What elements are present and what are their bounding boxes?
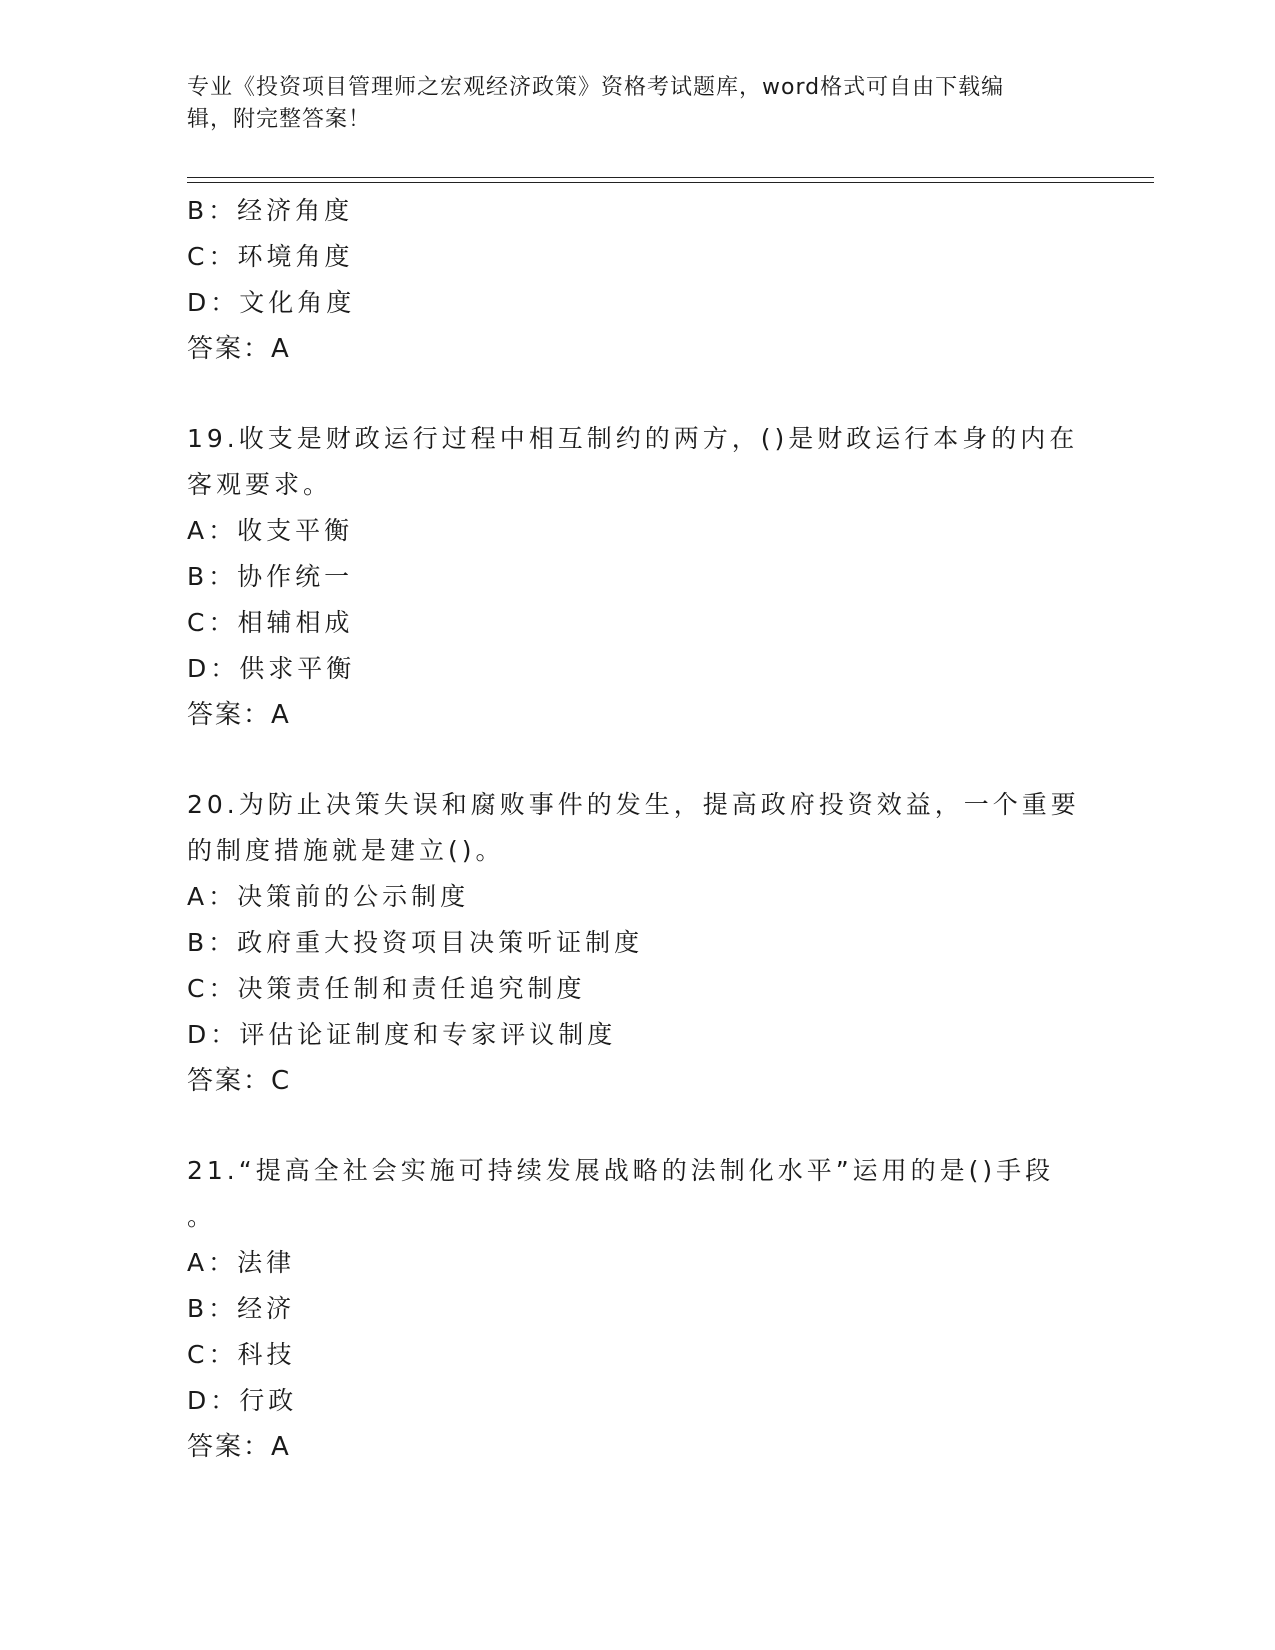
answer-line: 答案：C — [187, 1066, 292, 1096]
answer-line: 答案：A — [187, 1432, 291, 1462]
option-b: B：经济 — [187, 1294, 296, 1323]
option-c: C：决策责任制和责任追究制度 — [187, 974, 586, 1003]
option-a: A：收支平衡 — [187, 516, 354, 545]
prev-question-block — [187, 188, 1087, 372]
question-stem-line: 20.为防止决策失误和腐败事件的发生，提高政府投资效益，一个重要 — [187, 790, 1080, 819]
option-b: B：协作统一 — [187, 562, 354, 591]
option-d: D：文化角度 — [187, 288, 356, 317]
question-stem-line: 21.“提高全社会实施可持续发展战略的法制化水平”运用的是()手段 — [187, 1156, 1055, 1185]
option-b: B：政府重大投资项目决策听证制度 — [187, 928, 644, 957]
header-line-2: 辑，附完整答案！ — [187, 107, 372, 132]
option-a: A：决策前的公示制度 — [187, 882, 470, 911]
header-rule-top — [187, 177, 1154, 178]
answer-line: 答案：A — [187, 700, 291, 730]
question-stem-line: 19.收支是财政运行过程中相互制约的两方，()是财政运行本身的内在 — [187, 424, 1079, 453]
option-b: B：经济角度 — [187, 196, 354, 225]
question-stem-line: 。 — [187, 1202, 217, 1231]
option-d: D：供求平衡 — [187, 654, 356, 683]
option-d: D：评估论证制度和专家评议制度 — [187, 1020, 617, 1049]
option-c: C：环境角度 — [187, 242, 354, 271]
question-stem-line: 客观要求。 — [187, 470, 333, 499]
question-list — [187, 188, 1087, 1470]
question-21 — [187, 1148, 1087, 1470]
document-header — [187, 72, 1067, 136]
option-c: C：相辅相成 — [187, 608, 354, 637]
option-d: D：行政 — [187, 1386, 298, 1415]
question-20 — [187, 782, 1087, 1104]
option-c: C：科技 — [187, 1340, 296, 1369]
header-rule-bottom — [187, 182, 1154, 183]
option-a: A：法律 — [187, 1248, 296, 1277]
question-stem-line: 的制度措施就是建立()。 — [187, 836, 505, 865]
question-19 — [187, 416, 1087, 738]
header-line-1: 专业《投资项目管理师之宏观经济政策》资格考试题库，word格式可自由下载编 — [187, 75, 1005, 100]
answer-line: 答案：A — [187, 334, 291, 364]
